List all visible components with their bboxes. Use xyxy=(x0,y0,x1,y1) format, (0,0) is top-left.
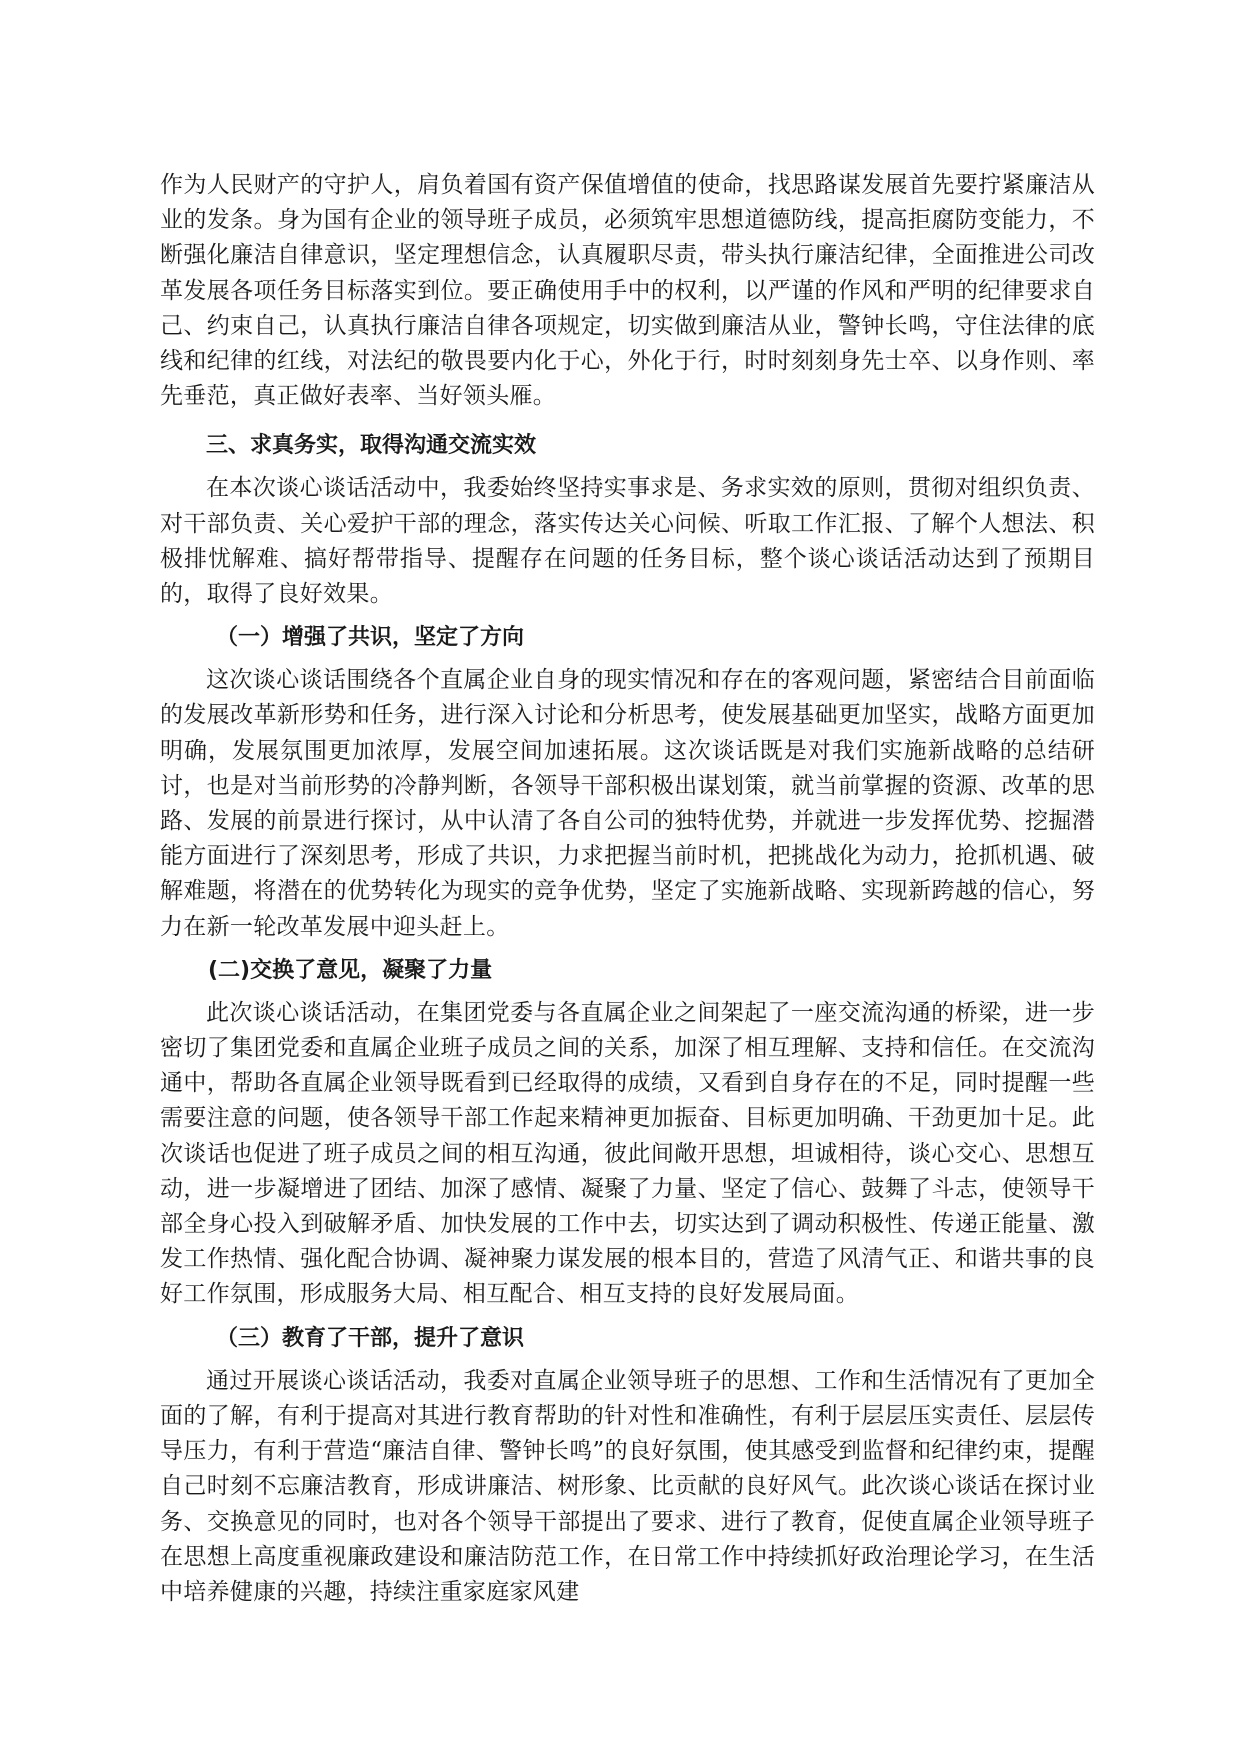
subheading-one: （一）增强了共识，坚定了方向 xyxy=(216,625,525,651)
subheading-two: (二)交换了意见，凝聚了力量 xyxy=(208,957,493,983)
paragraph-consensus: 这次谈心谈话围绕各个直属企业自身的现实情况和存在的客观问题，紧密结合目前面临的发展改革新形势和任务，进行深入讨论和分析思考，使发展基础更加坚实，战略方面更加明确，发展氛围更加浓厚，发展空间加速拓展。这次谈话既是对我们实施新战略的总结研讨，也是对当前形势的冷静判断，各领导干部积极出谋划策，就当前掌握的资源、改革的思路、发展的前景进行探讨，从中认清了各自公司的独特优势，并就进一步发挥优势、挖掘潜能方面进行了深刻思考，形成了共识，力求把握当前时机，把挑战化为动力，抢抓机遇、破解难题，将潜在的优势转化为现实的竞争优势，坚定了实施新战略、实现新跨越的信心，努力在新一轮改革发展中迎头赶上。 xyxy=(160,667,1095,940)
subheading-three: （三）教育了干部，提升了意识 xyxy=(216,1325,525,1351)
paragraph-section-intro: 在本次谈心谈话活动中，我委始终坚持实事求是、务求实效的原则，贯彻对组织负责、对干部负责、关心爱护干部的理念，落实传达关心问候、听取工作汇报、了解个人想法、积极排忧解难、搞好帮带指导、提醒存在问题的任务目标，整个谈心谈话活动达到了预期目的，取得了良好效果。 xyxy=(160,475,1095,608)
paragraph-education: 通过开展谈心谈话活动，我委对直属企业领导班子的思想、工作和生活情况有了更加全面的了解，有利于提高对其进行教育帮助的针对性和准确性，有利于层层压实责任、层层传导压力，有利于营造“廉洁自律、警钟长鸣”的良好氛围，使其感受到监督和纪律约束，提醒自己时刻不忘廉洁教育，形成讲廉洁、树形象、比贡献的良好风气。此次谈心谈话在探讨业务、交换意见的同时，也对各个领导干部提出了要求、进行了教育，促使直属企业领导班子在思想上高度重视廉政建设和廉洁防范工作，在日常工作中持续抓好政治理论学习，在生活中培养健康的兴趣，持续注重家庭家风建 xyxy=(160,1367,1095,1605)
paragraph-integrity: 作为人民财产的守护人，肩负着国有资产保值增值的使命，找思路谋发展首先要拧紧廉洁从业的发条。身为国有企业的领导班子成员，必须筑牢思想道德防线，提高拒腐防变能力，不断强化廉洁自律意识，坚定理想信念，认真履职尽责，带头执行廉洁纪律，全面推进公司改革发展各项任务目标落实到位。要正确使用手中的权利，以严谨的作风和严明的纪律要求自己、约束自己，认真执行廉洁自律各项规定，切实做到廉洁从业，警钟长鸣，守住法律的底线和纪律的红线，对法纪的敬畏要内化于心，外化于行，时时刻刻身先士卒、以身作则、率先垂范，真正做好表率、当好领头雁。 xyxy=(160,172,1095,410)
section-heading-three: 三、求真务实，取得沟通交流实效 xyxy=(206,433,537,459)
paragraph-exchange: 此次谈心谈话活动，在集团党委与各直属企业之间架起了一座交流沟通的桥梁，进一步密切了集团党委和直属企业班子成员之间的关系，加深了相互理解、支持和信任。在交流沟通中，帮助各直属企业领导既看到已经取得的成绩，又看到自身存在的不足，同时提醒一些需要注意的问题，使各领导干部工作起来精神更加振奋、目标更加明确、干劲更加十足。此次谈话也促进了班子成员之间的相互沟通，彼此间敞开思想，坦诚相待，谈心交心、思想互动，进一步凝增进了团结、加深了感情、凝聚了力量、坚定了信心、鼓舞了斗志，使领导干部全身心投入到破解矛盾、加快发展的工作中去，切实达到了调动积极性、传递正能量、激发工作热情、强化配合协调、凝神聚力谋发展的根本目的，营造了风清气正、和谐共事的良好工作氛围，形成服务大局、相互配合、相互支持的良好发展局面。 xyxy=(160,999,1095,1308)
document-body xyxy=(160,168,1095,1610)
